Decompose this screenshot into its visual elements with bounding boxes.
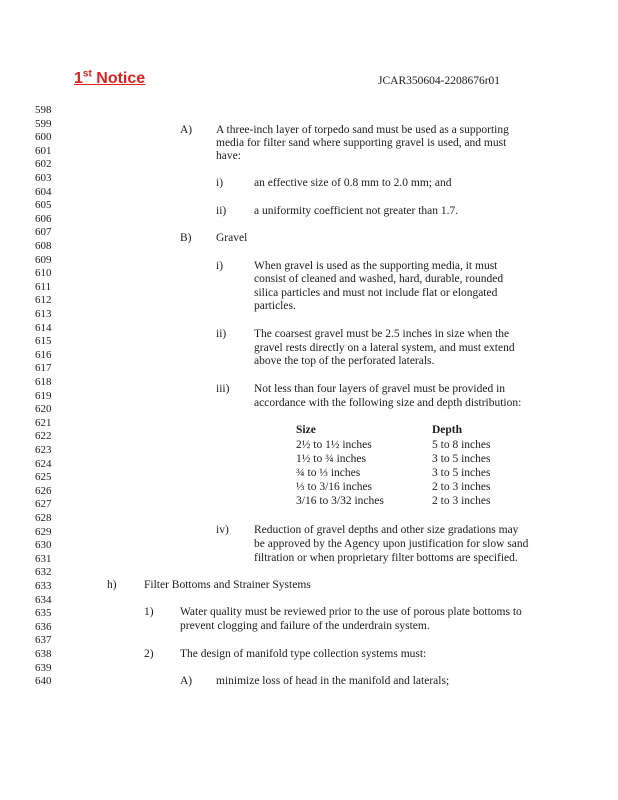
line-number: 635	[35, 607, 52, 620]
line-number: 622	[35, 430, 52, 443]
line-number: 625	[35, 471, 52, 484]
item-B-i-line-4: particles.	[254, 300, 296, 312]
section-h-title: Filter Bottoms and Strainer Systems	[144, 579, 311, 591]
item-B-label: B)	[180, 232, 192, 244]
item-A-ii-text: a uniformity coefficient not greater than 1.7.	[254, 205, 459, 217]
item-B-text: Gravel	[216, 232, 248, 244]
item-h2-A-text: minimize loss of head in the manifold and laterals;	[216, 675, 450, 687]
item-B-ii-line-3: above the top of the perforated laterals.	[254, 355, 435, 367]
line-number: 633	[35, 580, 52, 592]
table-row-2-depth: 3 to 5 inches	[432, 453, 491, 465]
table-header-depth: Depth	[432, 424, 463, 436]
item-A-line-2: media for filter sand where supporting gravel is used, and must	[216, 137, 507, 149]
item-B-i-line-2: consist of cleaned and washed, hard, durable, rounded	[254, 273, 504, 285]
item-A-i-label: i)	[216, 177, 224, 189]
line-number: 624	[35, 457, 52, 470]
notice-suffix: st	[82, 68, 92, 80]
line-number: 601	[35, 144, 52, 157]
table-row-2-size: 1½ to ¾ inches	[296, 453, 366, 465]
item-h2-label: 2)	[144, 648, 154, 660]
line-number: 630	[35, 539, 52, 552]
line-number: 603	[35, 172, 52, 184]
item-A-ii-label: ii)	[216, 205, 227, 217]
table-row-5-depth: 2 to 3 inches	[432, 495, 491, 507]
line-number: 612	[35, 294, 52, 307]
section-h-label: h)	[107, 579, 117, 591]
line-number: 616	[35, 348, 52, 361]
table-row-1-depth: 5 to 8 inches	[432, 439, 491, 451]
table-header-size: Size	[296, 424, 316, 436]
table-row-3-size: ¾ to ⅓ inches	[296, 467, 361, 479]
line-number: 614	[35, 321, 52, 334]
notice-title	[74, 70, 145, 88]
line-number: 629	[35, 525, 52, 538]
item-A-label: A)	[180, 124, 193, 136]
line-number: 634	[35, 593, 52, 606]
document-id: JCAR350604-2208676r01	[378, 75, 501, 87]
item-B-i-label: i)	[216, 260, 224, 272]
line-number: 607	[35, 226, 52, 239]
line-number: 613	[35, 308, 52, 320]
table-row-5-size: 3/16 to 3/32 inches	[296, 495, 384, 507]
line-number: 611	[35, 280, 52, 293]
line-number: 631	[35, 552, 52, 565]
item-B-iv-label: iv)	[216, 524, 229, 536]
line-number: 617	[35, 362, 52, 375]
notice-number: 1	[74, 70, 83, 87]
line-number: 608	[35, 240, 52, 252]
line-number: 636	[35, 620, 52, 633]
line-number: 620	[35, 403, 52, 416]
line-number: 609	[35, 253, 52, 266]
line-number: 638	[35, 648, 52, 660]
line-number: 619	[35, 389, 52, 402]
table-row-4-depth: 2 to 3 inches	[432, 481, 491, 493]
table-row-3-depth: 3 to 5 inches	[432, 467, 491, 479]
line-number: 621	[35, 416, 52, 429]
line-number: 632	[35, 566, 52, 579]
item-B-iii-label: iii)	[216, 383, 230, 395]
item-B-i-line-1: When gravel is used as the supporting media, it must	[254, 260, 498, 272]
line-number: 602	[35, 158, 52, 171]
line-number: 618	[35, 376, 52, 388]
line-number: 604	[35, 185, 52, 198]
line-number: 615	[35, 335, 52, 348]
notice-word: Notice	[96, 70, 146, 87]
table-row-4-size: ⅓ to 3/16 inches	[296, 481, 373, 493]
item-B-iv-line-1: Reduction of gravel depths and other size gradations may	[254, 524, 519, 536]
line-number: 627	[35, 498, 52, 511]
table-row-1-size: 2½ to 1½ inches	[296, 439, 372, 451]
item-B-iv-line-3: filtration or when proprietary filter bottoms are specified.	[254, 552, 518, 564]
line-number: 623	[35, 444, 52, 456]
line-number: 598	[35, 104, 52, 116]
line-number: 640	[35, 675, 52, 688]
item-h2-text: The design of manifold type collection systems must:	[180, 648, 427, 660]
line-number: 637	[35, 634, 52, 647]
line-number: 605	[35, 199, 52, 212]
line-number: 599	[35, 117, 52, 130]
line-number: 628	[35, 512, 52, 524]
line-number: 606	[35, 212, 52, 225]
item-h1-line-1: Water quality must be reviewed prior to the use of porous plate bottoms to	[180, 606, 522, 618]
item-B-ii-label: ii)	[216, 328, 227, 340]
item-B-ii-line-1: The coarsest gravel must be 2.5 inches in size when the	[254, 328, 510, 340]
item-B-iii-line-1: Not less than four layers of gravel must be provided in	[254, 383, 506, 395]
item-B-iv-line-2: be approved by the Agency upon justification for slow sand	[254, 538, 529, 550]
item-h1-label: 1)	[144, 606, 154, 618]
item-B-iii-line-2: accordance with the following size and depth distribution:	[254, 397, 522, 409]
line-number: 610	[35, 267, 52, 280]
item-A-i-text: an effective size of 0.8 mm to 2.0 mm; and	[254, 177, 452, 189]
line-number: 626	[35, 484, 52, 497]
item-h2-A-label: A)	[180, 675, 193, 687]
item-h1-line-2: prevent clogging and failure of the underdrain system.	[180, 620, 430, 632]
line-number: 600	[35, 131, 52, 144]
item-A-line-1: A three-inch layer of torpedo sand must be used as a supporting	[216, 124, 509, 136]
item-B-ii-line-2: gravel rests directly on a lateral system, and must extend	[254, 342, 515, 354]
line-number: 639	[35, 661, 52, 674]
item-B-i-line-3: silica particles and must not include flat or elongated	[254, 287, 498, 299]
item-A-line-3: have:	[216, 150, 241, 162]
